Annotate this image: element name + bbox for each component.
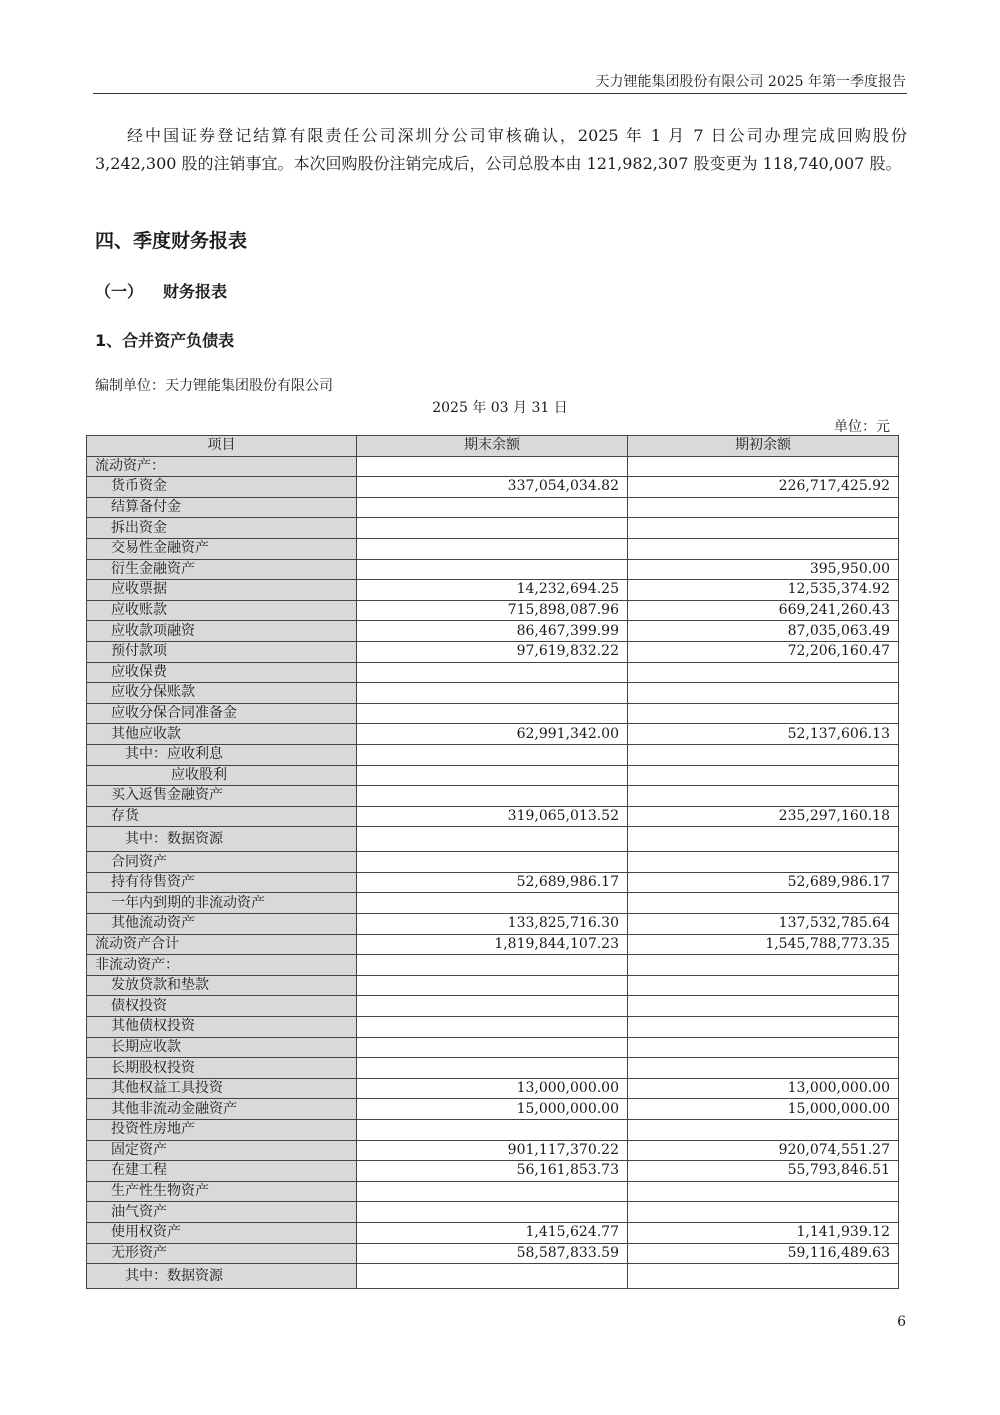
row-label: 一年内到期的非流动资产 — [87, 893, 357, 914]
beginning-balance-cell: 55,793,846.51 — [628, 1161, 899, 1182]
beginning-balance-cell: 226,717,425.92 — [628, 477, 899, 498]
ending-balance-cell — [357, 996, 628, 1017]
table-row — [87, 497, 899, 518]
ending-balance-cell — [357, 786, 628, 807]
ending-balance-cell — [357, 827, 628, 852]
table-row — [87, 827, 899, 852]
row-label: 货币资金 — [87, 477, 357, 498]
table-row — [87, 996, 899, 1017]
ending-balance-cell — [357, 518, 628, 539]
beginning-balance-cell — [628, 744, 899, 765]
row-label: 应收款项融资 — [87, 621, 357, 642]
row-label: 其中：应收利息 — [87, 744, 357, 765]
beginning-balance-cell — [628, 1037, 899, 1058]
balance-sheet-title: 1、合并资产负债表 — [95, 331, 235, 350]
table-row — [87, 806, 899, 827]
beginning-balance-cell: 52,689,986.17 — [628, 872, 899, 893]
ending-balance-cell — [357, 1181, 628, 1202]
ending-balance-cell: 58,587,833.59 — [357, 1243, 628, 1264]
balance-sheet-table — [86, 435, 899, 1289]
table-row — [87, 1120, 899, 1141]
table-row — [87, 914, 899, 935]
ending-balance-cell — [357, 955, 628, 976]
ending-balance-cell: 52,689,986.17 — [357, 872, 628, 893]
table-row — [87, 1264, 899, 1289]
beginning-balance-cell: 920,074,551.27 — [628, 1140, 899, 1161]
table-row — [87, 456, 899, 477]
statement-date: 2025 年 03 月 31 日 — [432, 400, 568, 416]
table-body — [87, 456, 899, 1289]
header-divider — [93, 93, 907, 94]
table-row — [87, 518, 899, 539]
row-label: 应收分保合同准备金 — [87, 703, 357, 724]
share-cancellation-paragraph: 经中国证券登记结算有限责任公司深圳分公司审核确认，2025 年 1 月 7 日公司办理完成回购股份 3,242,300 股的注销事宜。本次回购股份注销完成后，公司总股本由 121,982,307 股变更为 118,740,007 股。 — [95, 126, 907, 173]
header-beginning-balance: 期初余额 — [628, 436, 899, 457]
ending-balance-cell: 319,065,013.52 — [357, 806, 628, 827]
beginning-balance-cell — [628, 456, 899, 477]
page-number: 6 — [897, 1314, 906, 1330]
header-item: 项目 — [87, 436, 357, 457]
table-row — [87, 786, 899, 807]
table-row — [87, 703, 899, 724]
beginning-balance-cell — [628, 1017, 899, 1038]
compiler-unit: 编制单位：天力锂能集团股份有限公司 — [95, 378, 333, 394]
row-label: 发放贷款和垫款 — [87, 975, 357, 996]
beginning-balance-cell — [628, 996, 899, 1017]
beginning-balance-cell — [628, 538, 899, 559]
row-label: 长期股权投资 — [87, 1058, 357, 1079]
row-label: 在建工程 — [87, 1161, 357, 1182]
row-label: 应收股利 — [87, 765, 357, 786]
beginning-balance-cell — [628, 765, 899, 786]
ending-balance-cell: 15,000,000.00 — [357, 1099, 628, 1120]
row-label: 其他应收款 — [87, 724, 357, 745]
row-label: 应收保费 — [87, 662, 357, 683]
row-label: 持有待售资产 — [87, 872, 357, 893]
row-label: 合同资产 — [87, 852, 357, 873]
table-row — [87, 893, 899, 914]
beginning-balance-cell — [628, 827, 899, 852]
table-row — [87, 975, 899, 996]
beginning-balance-cell: 235,297,160.18 — [628, 806, 899, 827]
beginning-balance-cell: 87,035,063.49 — [628, 621, 899, 642]
subsection-number: （一） — [95, 282, 144, 301]
ending-balance-cell: 133,825,716.30 — [357, 914, 628, 935]
beginning-balance-cell: 137,532,785.64 — [628, 914, 899, 935]
table-row — [87, 538, 899, 559]
ending-balance-cell — [357, 1120, 628, 1141]
table-row — [87, 683, 899, 704]
table-row — [87, 1181, 899, 1202]
ending-balance-cell — [357, 559, 628, 580]
beginning-balance-cell: 1,141,939.12 — [628, 1222, 899, 1243]
currency-unit: 单位：元 — [834, 419, 890, 435]
table-row — [87, 580, 899, 601]
beginning-balance-cell: 52,137,606.13 — [628, 724, 899, 745]
table-row — [87, 621, 899, 642]
row-label: 其他流动资产 — [87, 914, 357, 935]
table-row — [87, 1017, 899, 1038]
ending-balance-cell — [357, 683, 628, 704]
ending-balance-cell — [357, 852, 628, 873]
ending-balance-cell: 62,991,342.00 — [357, 724, 628, 745]
row-label: 拆出资金 — [87, 518, 357, 539]
row-label: 衍生金融资产 — [87, 559, 357, 580]
beginning-balance-cell — [628, 893, 899, 914]
ending-balance-cell: 337,054,034.82 — [357, 477, 628, 498]
table-row — [87, 1202, 899, 1223]
beginning-balance-cell: 12,535,374.92 — [628, 580, 899, 601]
table-row — [87, 1140, 899, 1161]
row-label: 长期应收款 — [87, 1037, 357, 1058]
subsection-title — [95, 279, 227, 302]
row-label: 买入返售金融资产 — [87, 786, 357, 807]
row-label: 油气资产 — [87, 1202, 357, 1223]
table-row — [87, 872, 899, 893]
row-label: 结算备付金 — [87, 497, 357, 518]
ending-balance-cell — [357, 893, 628, 914]
row-label: 债权投资 — [87, 996, 357, 1017]
row-label: 使用权资产 — [87, 1222, 357, 1243]
ending-balance-cell — [357, 744, 628, 765]
beginning-balance-cell — [628, 955, 899, 976]
row-label: 交易性金融资产 — [87, 538, 357, 559]
row-label: 流动资产合计 — [87, 934, 357, 955]
ending-balance-cell: 14,232,694.25 — [357, 580, 628, 601]
table-row — [87, 934, 899, 955]
beginning-balance-cell: 669,241,260.43 — [628, 600, 899, 621]
report-header-title: 天力锂能集团股份有限公司 2025 年第一季度报告 — [595, 74, 906, 90]
row-label: 其中：数据资源 — [87, 827, 357, 852]
beginning-balance-cell — [628, 518, 899, 539]
ending-balance-cell: 901,117,370.22 — [357, 1140, 628, 1161]
table-row — [87, 1161, 899, 1182]
beginning-balance-cell — [628, 703, 899, 724]
table-row — [87, 662, 899, 683]
beginning-balance-cell: 15,000,000.00 — [628, 1099, 899, 1120]
row-label: 其他权益工具投资 — [87, 1078, 357, 1099]
ending-balance-cell: 97,619,832.22 — [357, 641, 628, 662]
row-label: 其中：数据资源 — [87, 1264, 357, 1289]
beginning-balance-cell — [628, 786, 899, 807]
ending-balance-cell — [357, 497, 628, 518]
beginning-balance-cell: 59,116,489.63 — [628, 1243, 899, 1264]
table-row — [87, 955, 899, 976]
row-label: 其他债权投资 — [87, 1017, 357, 1038]
ending-balance-cell — [357, 1264, 628, 1289]
row-label: 应收票据 — [87, 580, 357, 601]
beginning-balance-cell — [628, 975, 899, 996]
beginning-balance-cell: 1,545,788,773.35 — [628, 934, 899, 955]
beginning-balance-cell — [628, 1264, 899, 1289]
table-row — [87, 765, 899, 786]
beginning-balance-cell — [628, 662, 899, 683]
table-row — [87, 1037, 899, 1058]
table-row — [87, 724, 899, 745]
beginning-balance-cell — [628, 1120, 899, 1141]
ending-balance-cell — [357, 703, 628, 724]
row-label: 投资性房地产 — [87, 1120, 357, 1141]
ending-balance-cell — [357, 456, 628, 477]
table-header-row — [87, 436, 899, 457]
ending-balance-cell — [357, 975, 628, 996]
table-row — [87, 600, 899, 621]
ending-balance-cell: 86,467,399.99 — [357, 621, 628, 642]
subsection-text: 财务报表 — [163, 282, 228, 301]
row-label: 无形资产 — [87, 1243, 357, 1264]
table-row — [87, 641, 899, 662]
table-row — [87, 1222, 899, 1243]
row-label: 应收分保账款 — [87, 683, 357, 704]
table-row — [87, 477, 899, 498]
ending-balance-cell: 1,819,844,107.23 — [357, 934, 628, 955]
row-label: 非流动资产： — [87, 955, 357, 976]
row-label: 预付款项 — [87, 641, 357, 662]
table-row — [87, 744, 899, 765]
ending-balance-cell — [357, 1058, 628, 1079]
beginning-balance-cell: 72,206,160.47 — [628, 641, 899, 662]
beginning-balance-cell: 395,950.00 — [628, 559, 899, 580]
beginning-balance-cell — [628, 1181, 899, 1202]
row-label: 存货 — [87, 806, 357, 827]
beginning-balance-cell — [628, 852, 899, 873]
table-row — [87, 1099, 899, 1120]
ending-balance-cell: 13,000,000.00 — [357, 1078, 628, 1099]
table-row — [87, 1243, 899, 1264]
ending-balance-cell: 715,898,087.96 — [357, 600, 628, 621]
beginning-balance-cell — [628, 497, 899, 518]
ending-balance-cell — [357, 1037, 628, 1058]
row-label: 生产性生物资产 — [87, 1181, 357, 1202]
ending-balance-cell — [357, 662, 628, 683]
header-ending-balance: 期末余额 — [357, 436, 628, 457]
row-label: 流动资产： — [87, 456, 357, 477]
table-row — [87, 559, 899, 580]
row-label: 固定资产 — [87, 1140, 357, 1161]
beginning-balance-cell — [628, 683, 899, 704]
beginning-balance-cell — [628, 1202, 899, 1223]
row-label: 应收账款 — [87, 600, 357, 621]
ending-balance-cell — [357, 1017, 628, 1038]
ending-balance-cell — [357, 765, 628, 786]
row-label: 其他非流动金融资产 — [87, 1099, 357, 1120]
table-row — [87, 852, 899, 873]
ending-balance-cell — [357, 1202, 628, 1223]
section-title: 四、季度财务报表 — [95, 230, 248, 252]
beginning-balance-cell: 13,000,000.00 — [628, 1078, 899, 1099]
table-row — [87, 1078, 899, 1099]
ending-balance-cell — [357, 538, 628, 559]
ending-balance-cell: 1,415,624.77 — [357, 1222, 628, 1243]
ending-balance-cell: 56,161,853.73 — [357, 1161, 628, 1182]
beginning-balance-cell — [628, 1058, 899, 1079]
table-row — [87, 1058, 899, 1079]
